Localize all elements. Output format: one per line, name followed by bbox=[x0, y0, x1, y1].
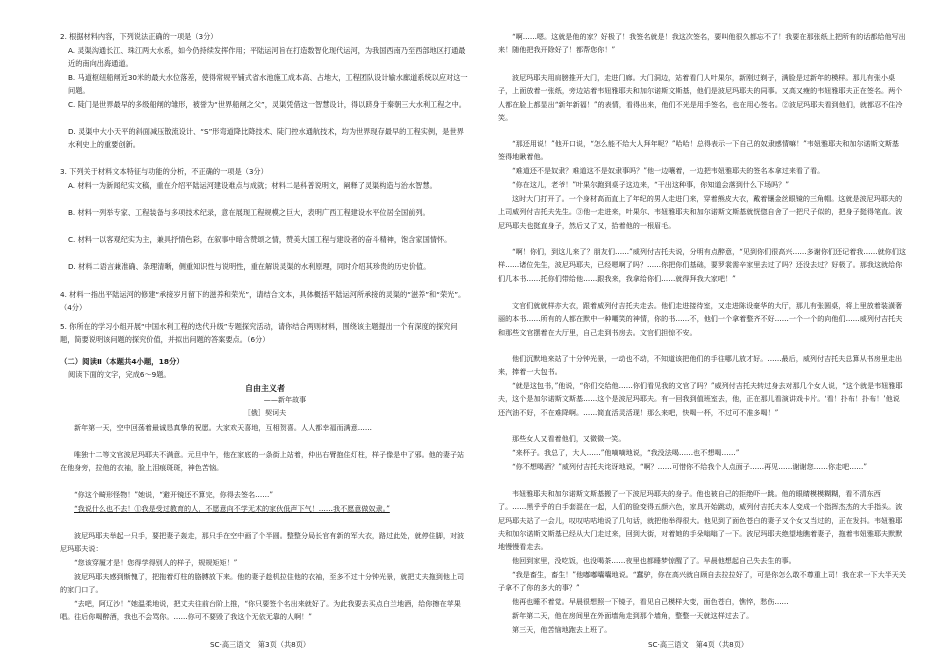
q3-option-c: C. 材料一以客观纪实为主，兼具抒情色彩，在叙事中暗含赞颂之情，赞美大国工程与建设者的奋斗精神，饱含家国情怀。 bbox=[68, 235, 452, 244]
question-3: 3. 下列关于材料文本特征与功能的分析，不正确的一项是（3分） bbox=[60, 167, 268, 176]
q2-option-a: A. 灵渠沟通长江、珠江两大水系，如今仍持续发挥作用；平陆运河旨在打造数智化现代运河，为我国西南乃至西部地区打通最近的南向出海通道。 bbox=[68, 46, 466, 69]
question-2: 2. 根据材料内容，下列说法正确的一项是（3分） bbox=[60, 32, 218, 41]
q2-option-d: D. 灵渠中大小天平的斜面减压散流设计、“S”形弯道降比降技术、陡门控水通航技术，均为世界现存最早的工程实例，是世界水利史上的重要创新。 bbox=[68, 127, 464, 150]
story-paragraph: “去吧，阿辽沙！”她温柔地说，把丈夫往前台阶上推，“你只要签个名出来就好了。为此我要去买点白兰地酒，给你擦在苹果唱。往后你喝醉酒，我也不会骂你。……你可不要毁了我这个无依无靠的人啊！” bbox=[60, 599, 461, 622]
section-heading: （二）阅读Ⅱ（本题共4小题，18分） bbox=[60, 357, 184, 366]
story-paragraph: 他们沉默地来站了十分钟光景，一动也不动，不知道该把他们的手往哪儿放才好。……最后，威列付吉托夫总算从书房里走出来，捧着一大包书。 bbox=[498, 354, 903, 377]
question-4: 4. 材料一指出平陆运河的修建“承接岁月留下的滋养和荣光”，请结合文本，具体概括平陆运河所承接的灵渠的“滋养”和“荣光”。（4分） bbox=[60, 290, 466, 313]
story-paragraph: 波尼玛耶夫感到惭愧了，把拖着灯柱的胳膊放下来。他的妻子趁机拉住他的衣袖，至多不过十分钟光景，就把丈夫拖到他上司的家门口了。 bbox=[60, 572, 465, 595]
story-paragraph: 新年第一天，空中回荡着最诚恳真挚的祝愿。大家欢天喜地，互相贺喜。人人都幸福而满意…… bbox=[74, 423, 372, 432]
story-paragraph: 这时大门打开了。一个身材高而直上了年纪的男人走进门来，穿着熊皮大衣，戴着镶金丝眼镜的三角帽。这就是波尼玛耶夫的上司威列付吉托夫先生。③他一走进来，叶果尔、韦妞雅耶夫和加尔诺斯文斯基就恍惚自舍了一把尺子似的，把身子挺得笔直。波尼玛耶夫也挺直身子，然后又了又，拾着他的一根眉毛。 bbox=[498, 194, 903, 230]
story-paragraph: 第三天，他苦恼地跑去上班了。 bbox=[512, 625, 612, 634]
story-paragraph: “你不想喝酒？”威列付吉托夫诧讶地说，“啊？……可惜你不给我个人点面子……再见……谢谢您……你走吧……” bbox=[512, 462, 868, 471]
story-paragraph: 那些女人又看着他们，又微微一笑。 bbox=[512, 434, 626, 443]
question-5: 5. 你所在的学习小组开展“中国水利工程的迭代升级”专题探究活动，请你结合两则材料，围绕该主题提出一个有深度的探究问题，简要说明该问题的探究价值，并拟出问题的答案要点。（6分） bbox=[60, 322, 458, 345]
story-paragraph: “难道还不是奴隶？难道这不是奴隶事吗？”他一边嚷着，一边把韦妞雅耶夫的签名本拿过来看了看。 bbox=[512, 166, 825, 175]
story-paragraph: “那还用说！”他开口说，“怎么能不给大人拜年呢？”哈哈！总得表示一下自己的奴隶感情嘛！”韦妞雅耶夫和加尔诺斯文斯基签得地瞅着他。 bbox=[498, 139, 900, 162]
story-title: 自由主义者 bbox=[245, 384, 285, 393]
footer-page-3: SC·高三语文 第3页（共8页） bbox=[210, 640, 311, 649]
q3-option-a: A. 材料一为新闻纪实文稿，重在介绍平陆运河建设难点与成就；材料二是科普说明文，阐释了灵渠构造与治水智慧。 bbox=[68, 181, 437, 190]
story-paragraph: 波尼玛耶夫举起一只手，要把妻子轰走，那只手在空中画了个半圆。整整分局长官有新的军大衣，路过此处，就停住脚，对波尼玛耶夫说： bbox=[60, 531, 465, 554]
story-paragraph: 韦妞雅耶夫和加尔诺斯文斯基搬了一下波尼玛耶夫的身子。他也被自己的拒绝吓一跳。他的眼睛模模糊糊，看不清东西了。……黑乎乎的白手套混在一起，人们的脸变得五颜六色，家具开始跳动，威列付吉托夫本人变成一个指挥杰杰的大手指头。波尼玛耶夫站了一会儿，叹叹咕咕地说了几句话，就把他举得很大。他见到了面色苍白的妻子又个女又当过的，正在发抖。韦妞雅耶夫和加尔诺斯文斯基已经从大门走过来，回到大街，对着她的手朵嗡嗡了一下。波尼玛耶夫绝望地瞧着妻子，拖着韦妞雅耶夫默默地慢慢看走去。 bbox=[498, 489, 903, 552]
story-paragraph: 唯独十二等文官波尼玛耶夫不满意。元旦中午，他在家底的一条街上站着，仲出右臂抱住灯柱，样子像是中了邪。他的妻子站在他身旁，拉他的衣袖，脸上泪痕斑斑，神色苦恼。 bbox=[60, 450, 465, 473]
story-paragraph: 他回到家里，没吃饭，也没喝茶……夜里也都睡梦惊醒了了。早晨他想起自己失去生的事。 bbox=[512, 556, 796, 565]
story-paragraph: “来杯子。我总了，大人……”他嘀嘀地说，“我没法喝……也不想喝……” bbox=[512, 448, 740, 457]
story-paragraph: “啊！你们，到这儿来了？朋友们……”威列付吉托夫说，分明有点醉意，“见到你们很高兴……多谢你们还记着我……就你们这样……诸位先生，波尼玛耶夫，已经嗯啊了吗？……你把你们基础，要罗裳需辛家里去过了吗？还没去过？好极了。那我这就给你们几本书……托你们带给他……跟我来，我拿给你们……就得拜我大家吧！” bbox=[498, 247, 906, 283]
story-paragraph: “我是畜生，畜生！”他嘟嘟囔囔地说。“蠢驴，你在高兴就自顾自去拉拉好了，可是你怎么敢不尊重上司！我在求一下大半天关子拿不了你的多大的事？” bbox=[498, 570, 906, 593]
story-paragraph: 波尼玛耶夫用肩膀推开大门，走进门廊。大门洞边，站着看门人叶果尔，新刚过剃子，满脸是过新年的模样。那儿有张小桌子，上面放着一张纸，旁边站着韦妞雅耶夫和加尔诺斯文斯基，他们是波尼玛耶夫的同事。又高又瘦的韦妞雅耶夫正在签名。两个人都在脸上都显出“新年新福！”的表情，看得出来，他们不光是用手签名，也在用心签名。②波尼玛耶夫看到他们，就都忍不住冷笑。 bbox=[498, 73, 903, 122]
q2-option-c: C. 陡门是世界最早的多级船闸的雏形，被誉为“世界船闸之父”，灵渠凭借这一智慧设计，得以跻身于秦朝三大水利工程之中。 bbox=[68, 100, 466, 109]
story-paragraph: “啊……嗯。这就是他的家？好极了！我签名就是！我这次签名，要叫他很久都忘不了！我要在那张纸上把所有的话都给他写出来！随他把我开除好了！都帮您你！” bbox=[498, 32, 906, 55]
story-paragraph: “我说什么也不去！①我是受过教育的人，不愿意向不学无术的家伙低声下气！……我不愿意做奴隶。” bbox=[74, 504, 390, 513]
footer-page-4: SC·高三语文 第4页（共8页） bbox=[648, 640, 749, 649]
story-paragraph: “您该穿履才是！您得学得别人的样子，规规矩矩！” bbox=[74, 558, 238, 567]
q2-option-b: B. 马道枢纽船闸近30米的最大水位落差，使得常规平铺式省水池施工成本高、占地大，工程团队设计输水廊道系统以应对这一问题。 bbox=[68, 73, 468, 96]
story-paragraph: “你在这儿，老爷！”叶果尔跑到桌子这边来，“干出这种事，你知道会落到什么下场吗？” bbox=[512, 180, 789, 189]
story-paragraph: 文官们就就样亦大衣，跟着威列付吉托夫走去。他们走进接待室，又走进陈设豪华的大厅，那儿有张圆桌，将上里放着装潢奢丽的本书……所有的人都在默中一种嘲笑的神情，你的书……不，他们一个拿着整齐不好……一个一个的向他们……威列付吉托夫和那些文官摆着在大厅里，自己走到书房去。文官们担惊不安。 bbox=[498, 301, 903, 337]
story-paragraph: “就是这包书，”他说，“你们交给他……你们看见我的文官了吗？”威列付吉托夫转过身去对那几个女人说，“这个就是韦妞雅耶夫，这个是加尔诺斯文斯基……这个是波尼玛耶夫。有一回我到值班室去，他，正在那儿看演讲戏卡片。‘看！扑布！扑布！’他说还汽油不好，不在难降啊。……简直活灵活现！那么来吧，快喝一杯，不过可不准多喝！” bbox=[498, 381, 903, 417]
story-paragraph: 新年第二天，他在房间里在外面墙角走到那个墙角，整整一天就这样过去了。 bbox=[512, 611, 754, 620]
story-author: ［俄］契诃夫 bbox=[243, 408, 287, 417]
reading-instruction: 阅读下面的文字，完成6～9题。 bbox=[68, 370, 171, 379]
story-paragraph: “你这个畸形怪物！”她说，“避开镜还不算完，你得去签名……” bbox=[74, 490, 273, 499]
q3-option-b: B. 材料一列举专家、工程装备与多项技术纪录，意在展现工程规模之巨大，表明广西工程建设水平位居全国前列。 bbox=[68, 208, 430, 217]
story-paragraph: 他再也睡不着觉。早晨很想照一下镜子，看见自己模样大变，面色苍白，憔悴，愁伤…… bbox=[512, 597, 789, 606]
story-subtitle: ——新年故事 bbox=[263, 395, 307, 404]
q3-option-d: D. 材料二语言兼准确、条理清晰，侧重知识性与说明性，重在解说灵渠的水利原理，同时介绍其珍贵的历史价值。 bbox=[68, 262, 431, 271]
